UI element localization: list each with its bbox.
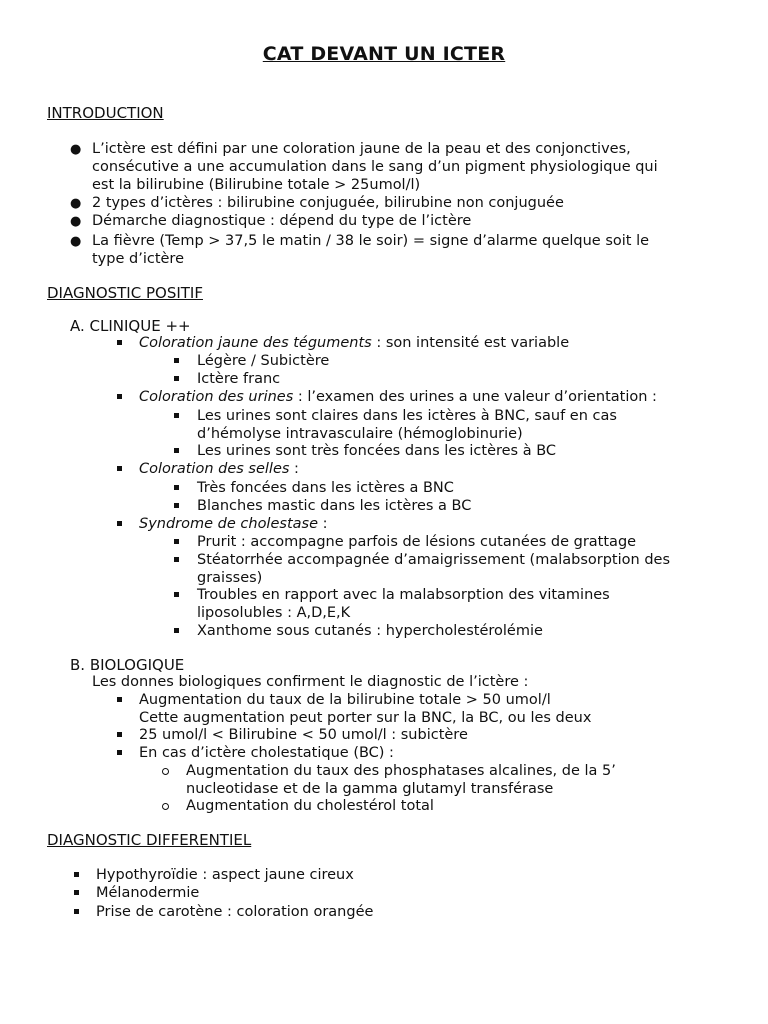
square-bullet: [74, 890, 79, 895]
selles-item-1: Très foncées dans les ictères a BNC: [197, 480, 454, 496]
cholestase-item-1: Prurit : accompagne parfois de lésions cutanées de grattage: [197, 534, 637, 550]
biologique-intro: Les donnes biologiques confirment le diagnostic de l’ictère :: [92, 674, 529, 690]
square-bullet: [174, 628, 179, 633]
differentiel-item-3: Prise de carotène : coloration orangée: [96, 904, 374, 920]
intro-item-4-line-2: type d’ictère: [92, 251, 184, 267]
cholestase-item-2-line-2: graisses): [197, 570, 263, 586]
square-bullet: [117, 732, 122, 737]
square-bullet: [174, 376, 179, 381]
square-bullet: [117, 750, 122, 755]
urines-item-2: Les urines sont très foncées dans les ictères à BC: [197, 443, 557, 459]
intro-item-1-line-2: consécutive a une accumulation dans le sang d’un pigment physiologique qui: [92, 159, 658, 175]
biologique-item-1-line-2: Cette augmentation peut porter sur la BNC, la BC, ou les deux: [139, 710, 592, 726]
bullet-dot: ●: [70, 214, 82, 229]
intro-item-1-line-3: est la bilirubine (Bilirubine totale > 25umol/l): [92, 177, 421, 193]
subsection-heading-biologique: B. BIOLOGIQUE: [70, 656, 185, 674]
square-bullet: [117, 466, 122, 471]
urines-item-1-line-2: d’hémolyse intravasculaire (hémoglobinurie): [197, 426, 523, 442]
teguments-item-1: Légère / Subictère: [197, 353, 330, 369]
cholestatique-item-2: Augmentation du cholestérol total: [186, 798, 434, 814]
differentiel-item-2: Mélanodermie: [96, 885, 200, 901]
page-title: CAT DEVANT UN ICTER: [262, 43, 506, 65]
section-heading-diagnostic-differentiel: DIAGNOSTIC DIFFERENTIEL: [47, 831, 252, 849]
square-bullet: [174, 503, 179, 508]
cholestatique-item-1-line-1: Augmentation du taux des phosphatases alcalines, de la 5’: [186, 763, 616, 779]
square-bullet: [174, 539, 179, 544]
clinique-coloration-urines: Coloration des urines : l’examen des urines a une valeur d’orientation :: [139, 389, 657, 405]
intro-item-2: 2 types d’ictères : bilirubine conjuguée, bilirubine non conjuguée: [92, 195, 564, 211]
bullet-dot: ●: [70, 142, 82, 157]
section-heading-diagnostic-positif: DIAGNOSTIC POSITIF: [47, 284, 203, 302]
intro-item-3: Démarche diagnostique : dépend du type de l’ictère: [92, 213, 472, 229]
cholestatique-item-1-line-2: nucleotidase et de la gamma glutamyl transférase: [186, 781, 554, 797]
biologique-item-2: 25 umol/l < Bilirubine < 50 umol/l : subictère: [139, 727, 468, 743]
biologique-item-1-line-1: Augmentation du taux de la bilirubine totale > 50 umol/l: [139, 692, 551, 708]
square-bullet: [174, 592, 179, 597]
circle-bullet: [162, 803, 169, 810]
urines-item-1-line-1: Les urines sont claires dans les ictères à BNC, sauf en cas: [197, 408, 617, 424]
cholestase-item-3-line-2: liposolubles : A,D,E,K: [197, 605, 351, 621]
biologique-item-3: En cas d’ictère cholestatique (BC) :: [139, 745, 394, 761]
subsection-heading-clinique: A. CLINIQUE ++: [70, 317, 191, 335]
differentiel-item-1: Hypothyroïdie : aspect jaune cireux: [96, 867, 354, 883]
square-bullet: [117, 697, 122, 702]
cholestase-item-3-line-1: Troubles en rapport avec la malabsorption des vitamines: [197, 587, 610, 603]
clinique-coloration-teguments: Coloration jaune des téguments : son intensité est variable: [139, 335, 570, 351]
square-bullet: [174, 557, 179, 562]
clinique-coloration-selles: Coloration des selles :: [139, 461, 299, 477]
cholestase-item-2-line-1: Stéatorrhée accompagnée d’amaigrissement (malabsorption des: [197, 552, 670, 568]
circle-bullet: [162, 768, 169, 775]
clinique-syndrome-cholestase: Syndrome de cholestase :: [139, 516, 328, 532]
square-bullet: [117, 521, 122, 526]
intro-item-4-line-1: La fièvre (Temp > 37,5 le matin / 38 le soir) = signe d’alarme quelque soit le: [92, 233, 650, 249]
teguments-item-2: Ictère franc: [197, 371, 281, 387]
intro-item-1-line-1: L’ictère est défini par une coloration jaune de la peau et des conjonctives,: [92, 141, 631, 157]
square-bullet: [174, 413, 179, 418]
cholestase-item-4: Xanthome sous cutanés : hypercholestérolémie: [197, 623, 543, 639]
square-bullet: [174, 485, 179, 490]
section-heading-introduction: INTRODUCTION: [47, 104, 164, 122]
square-bullet: [74, 909, 79, 914]
square-bullet: [74, 872, 79, 877]
square-bullet: [117, 340, 122, 345]
selles-item-2: Blanches mastic dans les ictères a BC: [197, 498, 472, 514]
square-bullet: [117, 394, 122, 399]
bullet-dot: ●: [70, 196, 82, 211]
bullet-dot: ●: [70, 234, 82, 249]
square-bullet: [174, 448, 179, 453]
square-bullet: [174, 358, 179, 363]
